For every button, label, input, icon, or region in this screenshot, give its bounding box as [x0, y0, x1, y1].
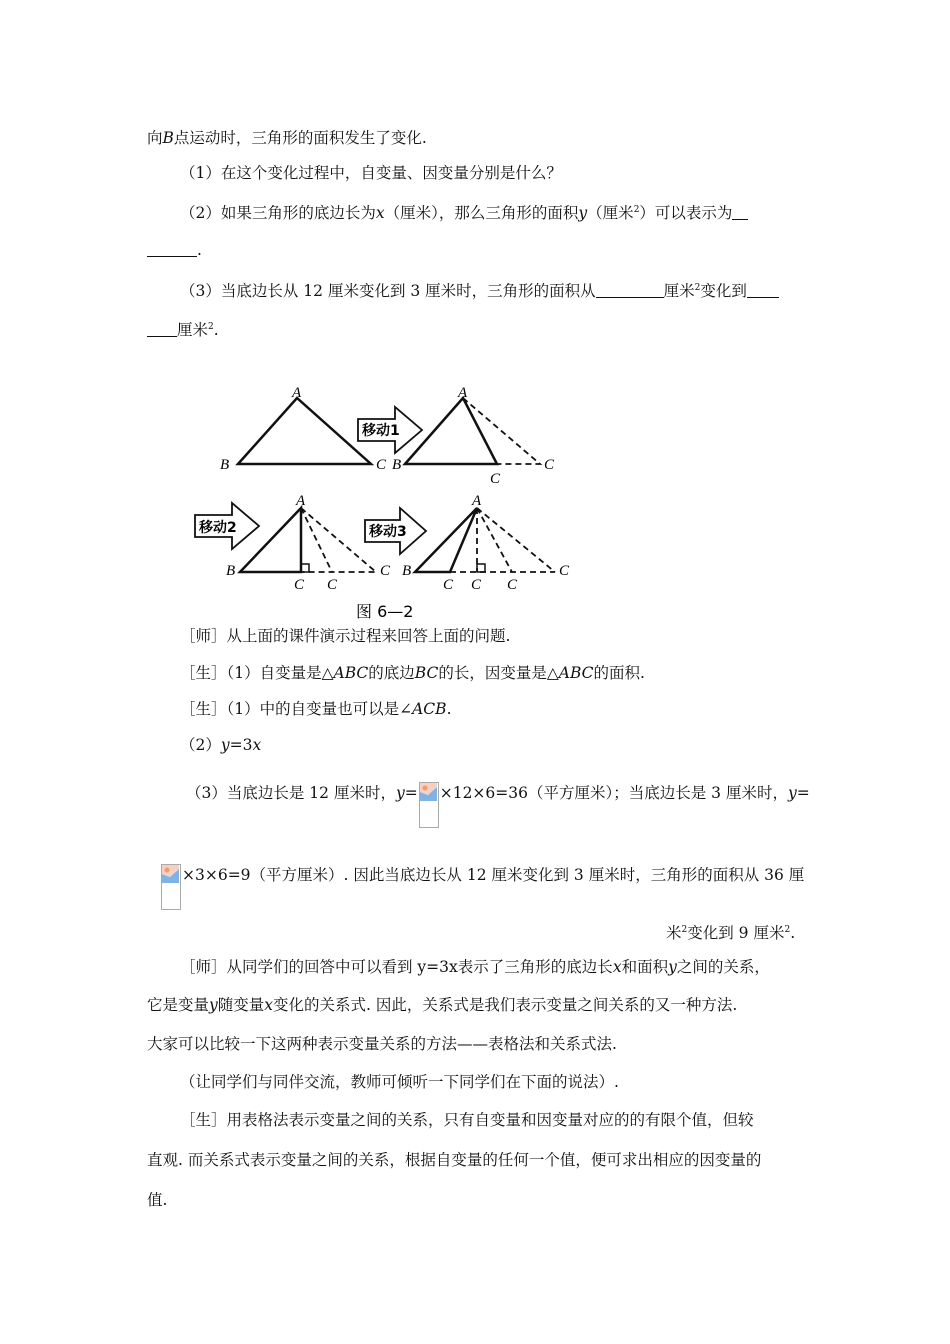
- answer-3-cont: [160, 864, 804, 910]
- var: y: [578, 204, 588, 222]
- move-label-1: 移动1: [362, 423, 400, 439]
- var: y: [787, 784, 797, 802]
- figure-6-2: [199, 385, 590, 625]
- var: x: [449, 958, 458, 976]
- broken-image-icon: [162, 865, 179, 883]
- triangle-diagram: [199, 385, 590, 625]
- var: ABC: [333, 664, 369, 682]
- text: （3）当底边长是 12 厘米时，: [186, 784, 396, 802]
- text: （厘米: [587, 204, 634, 222]
- text: .: [197, 241, 202, 259]
- var: BC: [414, 664, 439, 682]
- label-b: B: [220, 457, 230, 473]
- var: y: [209, 996, 218, 1014]
- label-a: A: [458, 385, 468, 401]
- text: .: [446, 700, 452, 718]
- label-c: C: [559, 563, 570, 579]
- fraction-image-placeholder: [419, 782, 439, 828]
- answer-2: [180, 735, 261, 755]
- text: =3: [229, 736, 253, 754]
- question-2-cont: [147, 240, 202, 260]
- label-b: B: [392, 457, 402, 473]
- teacher-line-1: [180, 626, 510, 646]
- student-line-4: [147, 1150, 761, 1170]
- text: 变化的关系式. 因此，关系式是我们表示变量之间关系的又一种方法.: [273, 996, 738, 1014]
- student-line-2: [180, 699, 452, 719]
- panel-move-2: [226, 493, 391, 593]
- label-a: A: [292, 385, 302, 401]
- answer-blank[interactable]: [747, 283, 779, 298]
- move-label-2: 移动2: [199, 520, 237, 536]
- fraction-image-placeholder: [161, 864, 181, 910]
- panel-move-3: [402, 493, 570, 593]
- panel-move-1: [392, 385, 555, 487]
- text: （3）当底边长从 12 厘米变化到 3 厘米时，三角形的面积从: [180, 282, 596, 300]
- text: 点运动时，三角形的面积发生了变化.: [173, 129, 427, 147]
- student-line-3: [180, 1110, 754, 1130]
- text: 的面积.: [593, 664, 645, 682]
- question-1: [180, 163, 562, 183]
- move-label-3: 移动3: [369, 524, 407, 540]
- label-c: C: [327, 577, 338, 593]
- text: ×3×6=9（平方厘米）. 因此当底边长从 12 厘米变化到 3 厘米时，三角形的面积从 36 厘: [182, 866, 805, 884]
- var: ACB: [412, 700, 447, 718]
- text-line: [147, 128, 427, 148]
- text: ）可以表示为: [639, 204, 733, 222]
- text: 大家可以比较一下这两种表示变量关系的方法——表格法和关系式法.: [147, 1035, 617, 1053]
- var: x: [264, 996, 274, 1014]
- figure-caption: 图 6—2: [356, 602, 414, 621]
- question-3: [180, 278, 779, 301]
- answer-blank[interactable]: [147, 242, 197, 257]
- text: （厘米: [384, 204, 432, 222]
- arrow-move-2: [195, 503, 259, 549]
- text: 表示了三角形的底边长: [457, 958, 613, 976]
- text: ×12×6=36（平方厘米）；当底边长是 3 厘米时，: [439, 784, 788, 802]
- var: y: [668, 958, 677, 976]
- teacher-line-2: [180, 957, 770, 977]
- arrow-move-3: [365, 508, 426, 554]
- var: x: [612, 958, 622, 976]
- var: B: [162, 129, 174, 147]
- answer-blank[interactable]: [732, 205, 748, 220]
- text: 直观. 而关系式表示变量之间的关系，根据自变量的任何一个值，便可求出相应的因变量的: [147, 1151, 762, 1169]
- var: x: [375, 204, 385, 222]
- text: 变化到: [700, 282, 747, 300]
- label-c: C: [443, 577, 454, 593]
- label-c: C: [544, 457, 555, 473]
- text: 厘米: [177, 321, 209, 339]
- sup: 2: [784, 925, 791, 935]
- teacher-line-4: [147, 1034, 617, 1054]
- text: 的长，因变量是△: [438, 664, 559, 682]
- text: ［师］从上面的课件演示过程来回答上面的问题.: [180, 627, 511, 645]
- text: =: [796, 784, 810, 802]
- sup: 2: [208, 322, 214, 332]
- text: 之间的关系，: [676, 958, 770, 976]
- text: .: [790, 924, 796, 942]
- answer-3-end: [666, 920, 795, 943]
- broken-image-icon: [420, 783, 437, 801]
- label-a: A: [296, 493, 306, 509]
- arrow-move-1: [358, 407, 422, 453]
- student-line-1: [180, 663, 645, 683]
- text: （2）: [180, 736, 221, 754]
- text: .: [213, 321, 219, 339]
- answer-blank[interactable]: [596, 283, 664, 298]
- text: 和面积: [621, 958, 669, 976]
- text: 变化到 9 厘米: [687, 924, 785, 942]
- text: （1）在这个变化过程中，自变量、因变量分别是什么？: [180, 164, 562, 182]
- text: ［生］（1）中的自变量也可以是∠: [180, 700, 413, 718]
- text: ［生］（1）自变量是△: [180, 664, 334, 682]
- label-c: C: [490, 471, 501, 487]
- label-c: C: [507, 577, 518, 593]
- student-line-5: [147, 1190, 167, 1210]
- text: ［生］用表格法表示变量之间的关系，只有自变量和因变量对应的的有限个值，但较: [180, 1111, 754, 1129]
- text: ），那么三角形的面积: [431, 204, 579, 222]
- question-2: [180, 200, 748, 223]
- text: 厘米: [663, 282, 695, 300]
- sup: 2: [633, 205, 640, 215]
- var: ABC: [558, 664, 594, 682]
- var: y: [395, 784, 405, 802]
- label-c: C: [294, 577, 305, 593]
- answer-blank[interactable]: [147, 322, 177, 337]
- text: ［师］从同学们的回答中可以看到 y=3: [180, 958, 450, 976]
- text: 向: [147, 129, 163, 147]
- label-b: B: [402, 563, 412, 579]
- sup: 2: [681, 925, 688, 935]
- text: 它是变量: [147, 996, 210, 1014]
- var: y: [220, 736, 230, 754]
- text: 随变量: [217, 996, 265, 1014]
- text: 值.: [147, 1191, 168, 1209]
- label-b: B: [226, 563, 236, 579]
- text: 米: [666, 924, 682, 942]
- label-a: A: [472, 493, 482, 509]
- label-c: C: [380, 563, 391, 579]
- var: x: [252, 736, 262, 754]
- text: （让同学们与同伴交流，教师可倾听一下同学们在下面的说法）.: [180, 1073, 619, 1091]
- text: =: [404, 784, 418, 802]
- label-c: C: [471, 577, 482, 593]
- sup: 2: [694, 283, 701, 293]
- question-3-cont: [147, 317, 219, 340]
- answer-3: [186, 782, 810, 828]
- teacher-line-3: [147, 995, 737, 1015]
- label-c: C: [376, 457, 387, 473]
- instruction-line: [180, 1072, 619, 1092]
- text: （2）如果三角形的底边长为: [180, 204, 376, 222]
- text: 的底边: [368, 664, 415, 682]
